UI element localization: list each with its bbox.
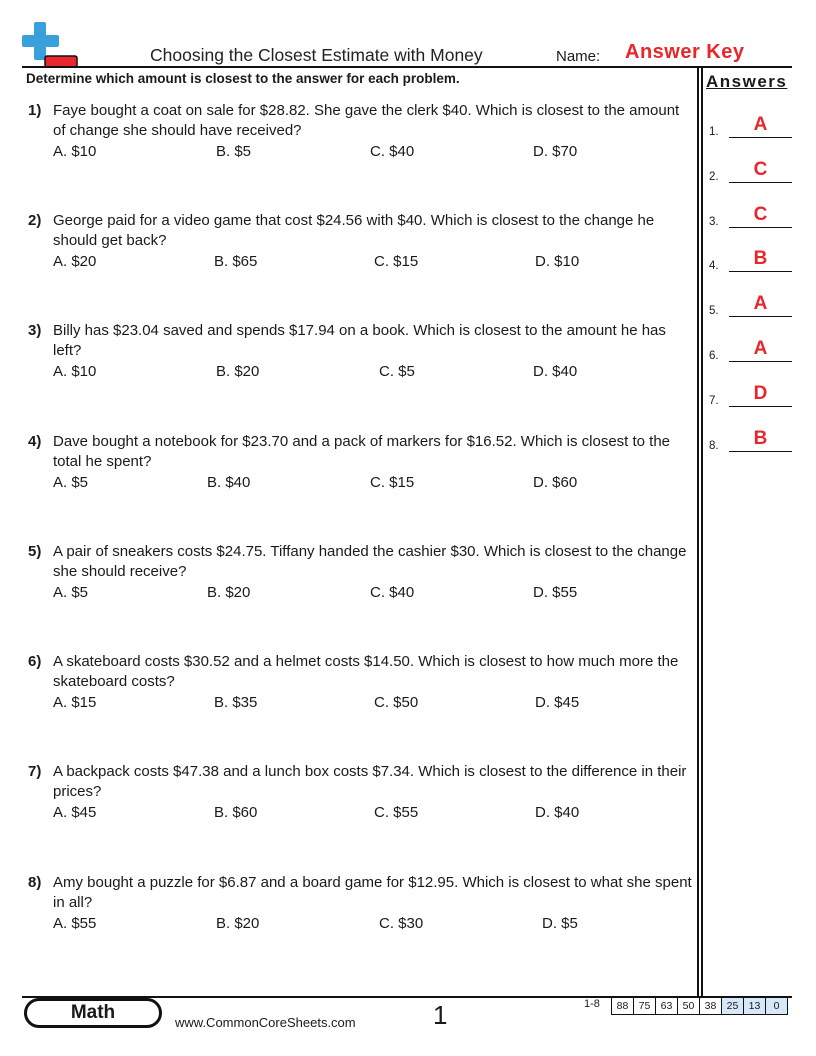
answer-blank-line (729, 137, 792, 138)
answer-letter: C (753, 159, 768, 180)
answer-number: 1. (709, 126, 719, 138)
answer-choice: C. $55 (374, 804, 419, 821)
question-text: A pair of sneakers costs $24.75. Tiffany handed the cashier $30. Which is closest to the change she should receive? (53, 543, 687, 580)
answer-number: 6. (709, 350, 719, 362)
answer-blank-line (729, 406, 792, 407)
answer-choice: B. $65 (214, 253, 258, 270)
answer-number: 4. (709, 260, 719, 272)
answer-row-8 (709, 424, 791, 454)
answer-letter: A (753, 114, 768, 135)
question-number: 5) (28, 543, 42, 560)
score-cell: 75 (634, 998, 656, 1014)
answer-choice: A. $55 (53, 915, 97, 932)
answer-number: 3. (709, 216, 719, 228)
answer-choice: B. $35 (214, 694, 258, 711)
answer-blank-line (729, 182, 792, 183)
answer-choice: A. $10 (53, 363, 97, 380)
answer-choice: A. $10 (53, 143, 97, 160)
question-number: 2) (28, 212, 42, 229)
answer-choice: A. $20 (53, 253, 97, 270)
instructions: Determine which amount is closest to the answer for each problem. (26, 71, 460, 86)
answer-letter: B (753, 428, 768, 449)
answer-choice: C. $5 (379, 363, 415, 380)
column-divider (701, 67, 703, 997)
score-cell: 63 (656, 998, 678, 1014)
answer-choice: C. $15 (370, 474, 415, 491)
answer-row-2 (709, 155, 791, 185)
plus-minus-icon (22, 20, 78, 70)
answer-number: 2. (709, 171, 719, 183)
answer-letter: B (753, 248, 768, 269)
score-cell: 88 (612, 998, 634, 1014)
question-text: Faye bought a coat on sale for $28.82. She gave the clerk $40. Which is closest to the amount of change she should have received? (53, 102, 680, 139)
answer-row-1 (709, 110, 791, 140)
answer-row-4 (709, 244, 791, 274)
score-cell: 25 (722, 998, 744, 1014)
header-rule (22, 66, 792, 68)
answer-choice: B. $20 (216, 363, 260, 380)
answer-number: 5. (709, 305, 719, 317)
answer-choice: B. $20 (216, 915, 260, 932)
question-number: 1) (28, 102, 42, 119)
answer-choice: D. $40 (535, 804, 580, 821)
question-text: A backpack costs $47.38 and a lunch box costs $7.34. Which is closest to the difference in their prices? (53, 763, 687, 800)
answer-row-7 (709, 379, 791, 409)
answer-letter: C (753, 204, 768, 225)
answer-choice: C. $50 (374, 694, 419, 711)
question-text: Billy has $23.04 saved and spends $17.94 on a book. Which is closest to the amount he has left? (53, 322, 666, 359)
worksheet-title: Choosing the Closest Estimate with Money (150, 45, 483, 65)
answer-choice: D. $55 (533, 584, 578, 601)
answer-number: 7. (709, 395, 719, 407)
question-text: Dave bought a notebook for $23.70 and a pack of markers for $16.52. Which is closest to the total he spent? (53, 433, 671, 470)
subject-badge: Math (24, 998, 162, 1028)
answer-row-6 (709, 334, 791, 364)
question-text: A skateboard costs $30.52 and a helmet costs $14.50. Which is closest to how much more the skateboard costs? (53, 653, 679, 690)
page-number: 1 (433, 1000, 448, 1030)
answer-key-label: Answer Key (625, 41, 745, 63)
answer-letter: D (753, 383, 768, 404)
answer-choice: C. $15 (374, 253, 419, 270)
answer-choice: B. $60 (214, 804, 258, 821)
answer-choice: D. $10 (535, 253, 580, 270)
answer-letter: A (753, 293, 768, 314)
website-url[interactable]: www.CommonCoreSheets.com (175, 1015, 356, 1030)
question-number: 8) (28, 874, 42, 891)
answer-choice: D. $45 (535, 694, 580, 711)
question-number: 7) (28, 763, 42, 780)
score-cell: 50 (678, 998, 700, 1014)
score-cell: 0 (766, 998, 787, 1014)
answer-choice: A. $5 (53, 584, 89, 601)
answer-choice: C. $40 (370, 143, 415, 160)
answer-choice: B. $40 (207, 474, 251, 491)
answer-choice: A. $5 (53, 474, 89, 491)
answer-choice: B. $20 (207, 584, 251, 601)
answer-choice: B. $5 (216, 143, 252, 160)
score-cell: 38 (700, 998, 722, 1014)
answer-choice: A. $15 (53, 694, 97, 711)
answer-choice: C. $30 (379, 915, 424, 932)
answer-blank-line (729, 451, 792, 452)
answer-blank-line (729, 271, 792, 272)
question-number: 4) (28, 433, 42, 450)
question-text: George paid for a video game that cost $24.56 with $40. Which is closest to the change he should get back? (53, 212, 655, 249)
answer-choice: D. $5 (542, 915, 578, 932)
answer-choice: D. $70 (533, 143, 578, 160)
column-divider (697, 67, 699, 997)
answer-blank-line (729, 361, 792, 362)
answer-row-3 (709, 200, 791, 230)
answer-row-5 (709, 289, 791, 319)
score-range-label: 1-8 (584, 998, 600, 1010)
answer-number: 8. (709, 440, 719, 452)
score-cell: 13 (744, 998, 766, 1014)
answer-choice: D. $60 (533, 474, 578, 491)
answer-blank-line (729, 316, 792, 317)
answers-header: Answers (706, 72, 788, 91)
answer-choice: A. $45 (53, 804, 97, 821)
answer-choice: D. $40 (533, 363, 578, 380)
answer-letter: A (753, 338, 768, 359)
question-number: 3) (28, 322, 42, 339)
name-label: Name: (556, 48, 601, 65)
answer-choice: C. $40 (370, 584, 415, 601)
question-number: 6) (28, 653, 42, 670)
score-table (611, 997, 788, 1015)
answer-blank-line (729, 227, 792, 228)
question-text: Amy bought a puzzle for $6.87 and a board game for $12.95. Which is closest to what she spent in all? (53, 874, 692, 911)
